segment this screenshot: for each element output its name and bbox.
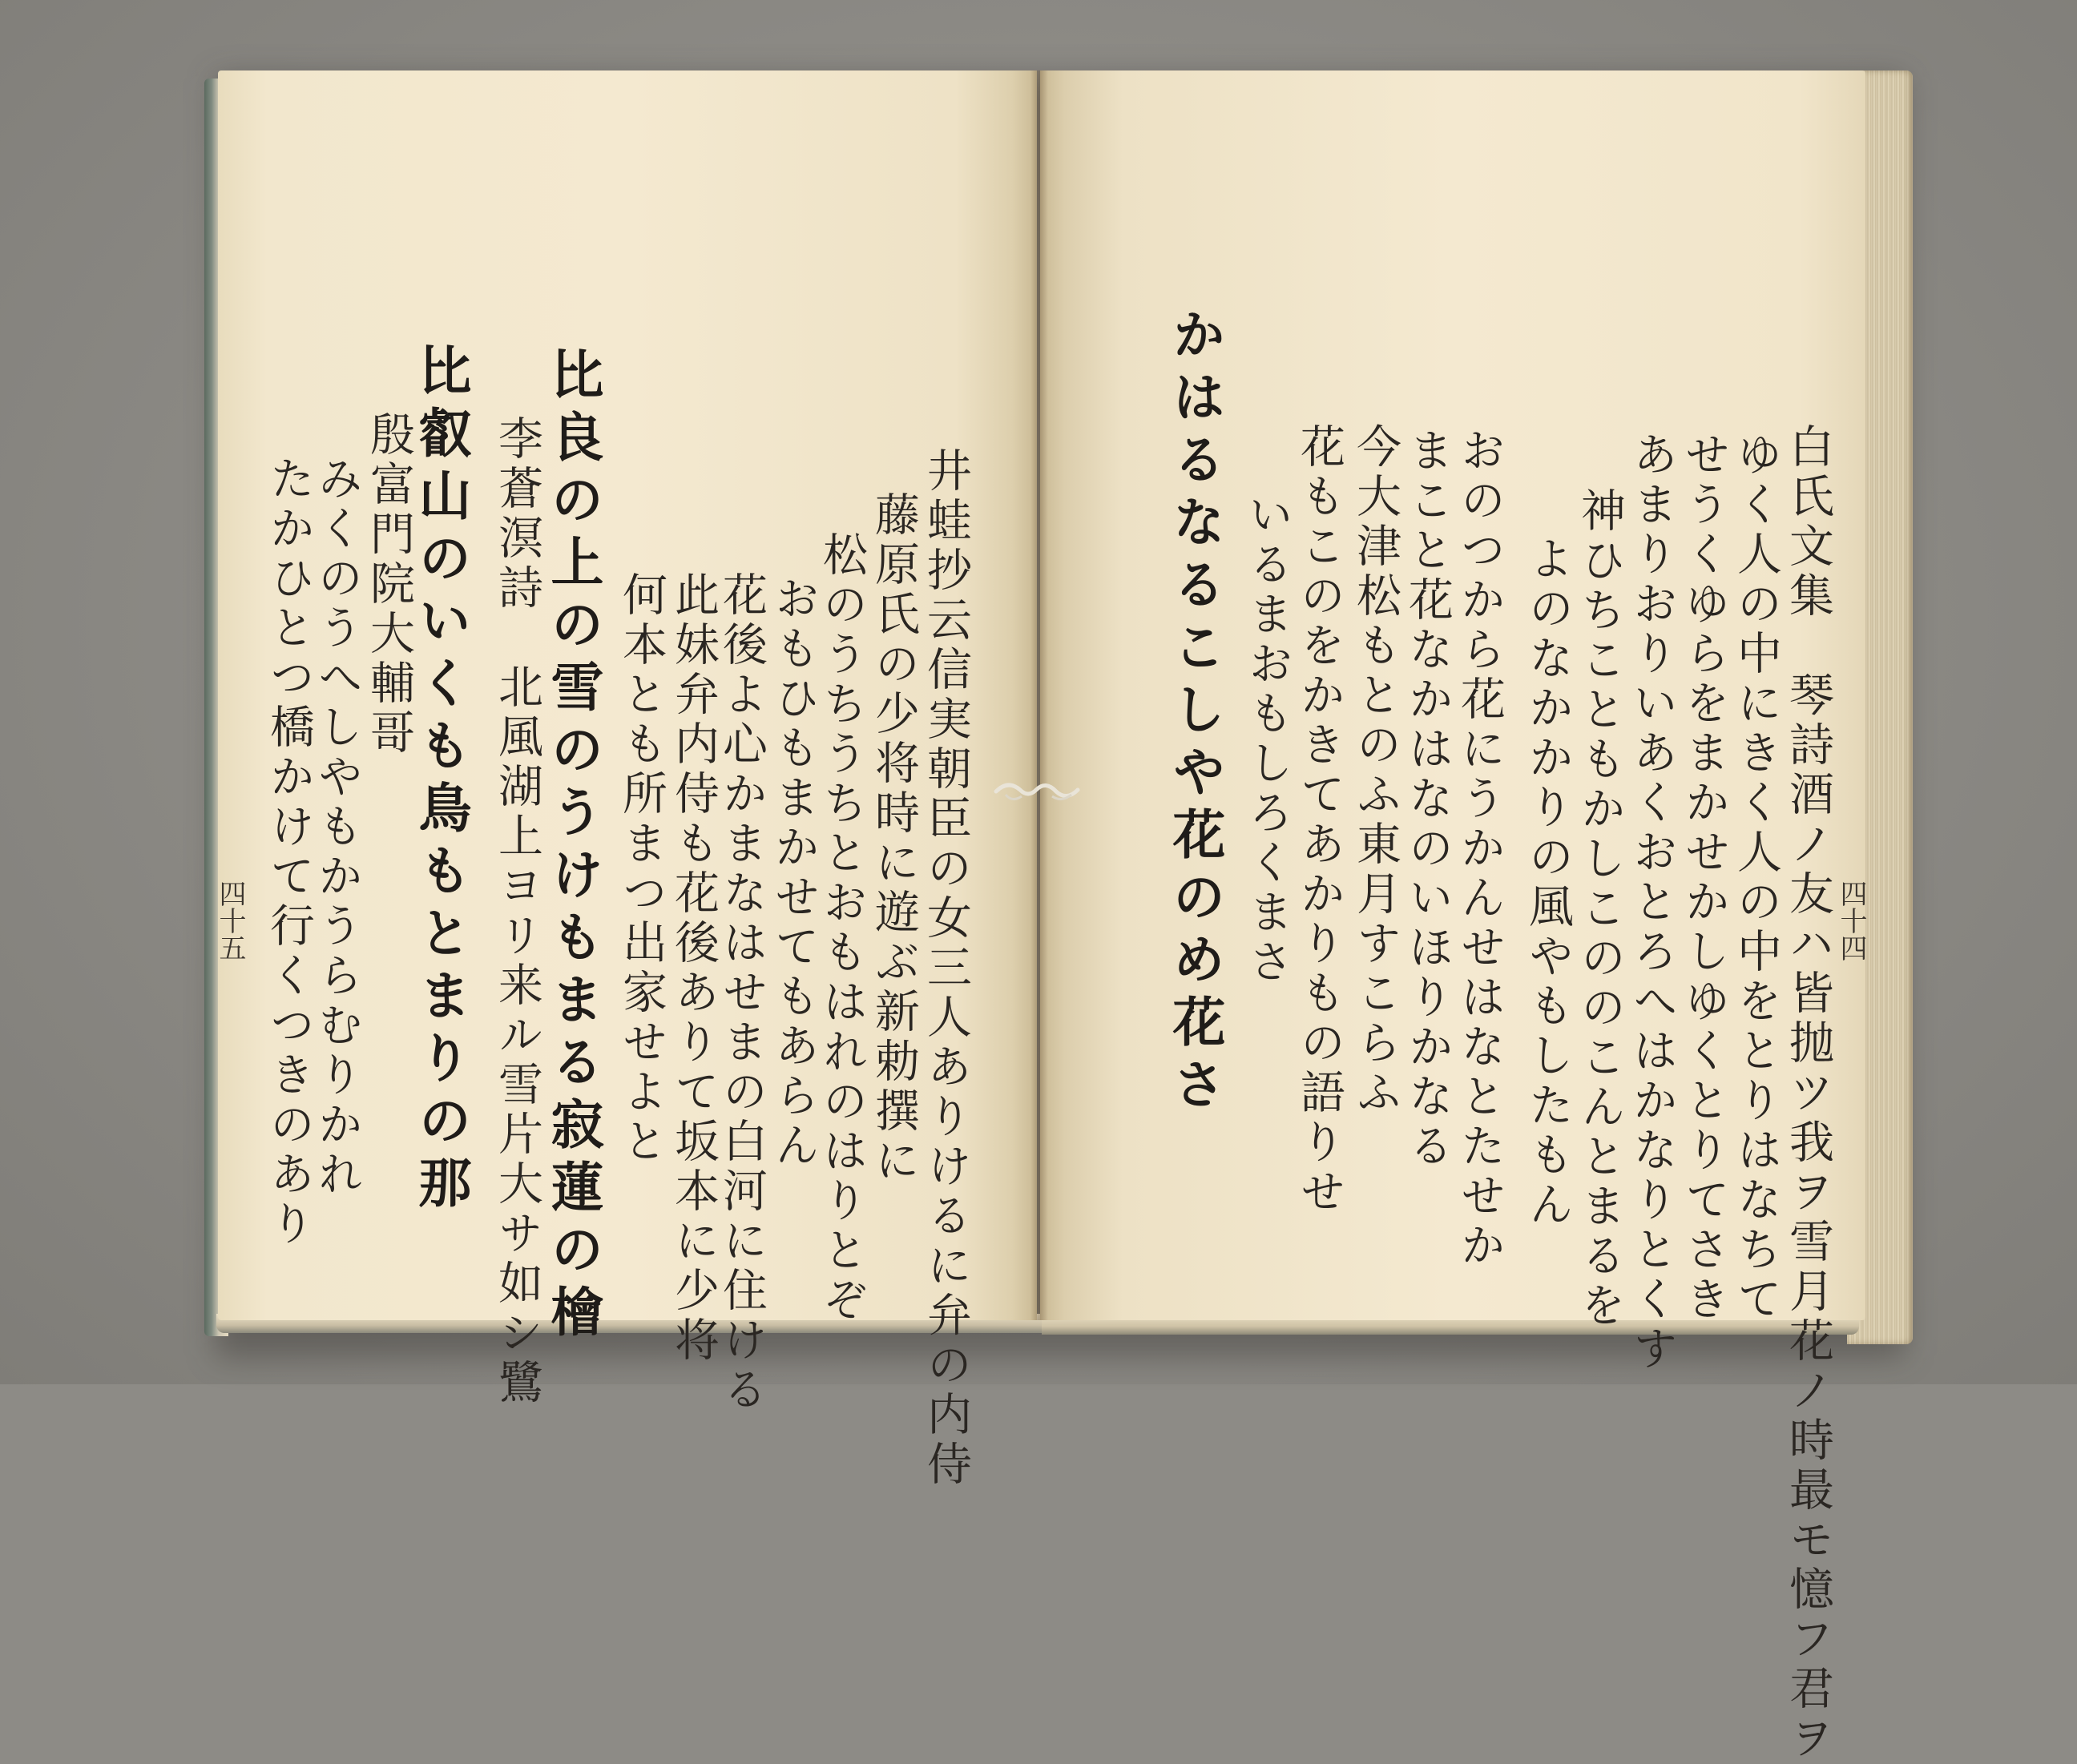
left-col-7: 何本とも所まつ出家せよと xyxy=(615,571,667,1167)
left-folio: 四十五 xyxy=(214,880,246,961)
right-col-5: 神ひちこともかしこののこんとまるを xyxy=(1574,487,1626,1331)
right-col-1: 白氏文集 琴詩酒ノ友ハ皆抛ツ我ヲ雪月花ノ時最モ憶フ君ヲ xyxy=(1782,423,1834,1764)
right-col-2: ゆく人の中にきく人の中をとりはなちて xyxy=(1730,431,1782,1325)
right-col-8: まこと花なかはなのいほりかなる xyxy=(1401,427,1454,1172)
right-col-11: いるまおもしろくまさ xyxy=(1241,491,1293,988)
right-col-6: よのなかかりの風やもしたもん xyxy=(1522,535,1574,1230)
right-col-9: 今大津松もとのふ東月すこらふ xyxy=(1349,423,1401,1118)
left-col-5: 花後よ心かまなはせまの白河に住ける xyxy=(716,571,768,1416)
book-gutter xyxy=(1030,70,1048,1320)
left-col-12: みくのうへしやもかうらむりかれ xyxy=(311,455,363,1200)
left-col-11: 殷富門院大輔哥 xyxy=(363,411,415,759)
left-col-9: 李蒼溟詩 北風湖上ヨリ来ル雪片大サ如シ鷺 xyxy=(491,415,543,1408)
left-col-6: 此妹弁内侍も花後ありて坂本に少将 xyxy=(667,571,720,1366)
left-col-4: おもひもまかせてもあらん xyxy=(768,575,820,1171)
right-col-12: かはるなるこしや花のめ花さ xyxy=(1164,307,1226,1119)
left-col-3: 松のうちうちとおもはれのはりとぞ xyxy=(816,531,868,1326)
right-col-7: おのつから花にうかんせはなとたせか xyxy=(1454,427,1506,1271)
right-page xyxy=(1040,70,1867,1764)
left-col-2: 藤原氏の少将時に遊ぶ新勅撰に xyxy=(868,491,920,1186)
left-col-10: 比叡山のいくも鳥もとまりの那 xyxy=(409,343,472,1218)
right-col-4: あまりおりいあくおとろへはかなりとくす xyxy=(1626,431,1678,1375)
left-page xyxy=(214,70,1037,1490)
left-col-13: たかひとつ橋かけて行くつきのあり xyxy=(263,455,315,1250)
right-folio: 四十四 xyxy=(1835,880,1867,961)
binding-thread-icon xyxy=(988,775,1084,807)
left-col-8: 比良の上の雪のうけもまる寂蓮の檜 xyxy=(542,347,604,1347)
right-col-3: せうくゆらをまかせかしゆくとりてさき xyxy=(1678,431,1730,1325)
right-col-10: 花もこのをかきてあかりもの語りせ xyxy=(1293,423,1345,1218)
left-col-1: 井蛙抄云信実朝臣の女三人ありけるに弁の内侍 xyxy=(920,447,972,1490)
